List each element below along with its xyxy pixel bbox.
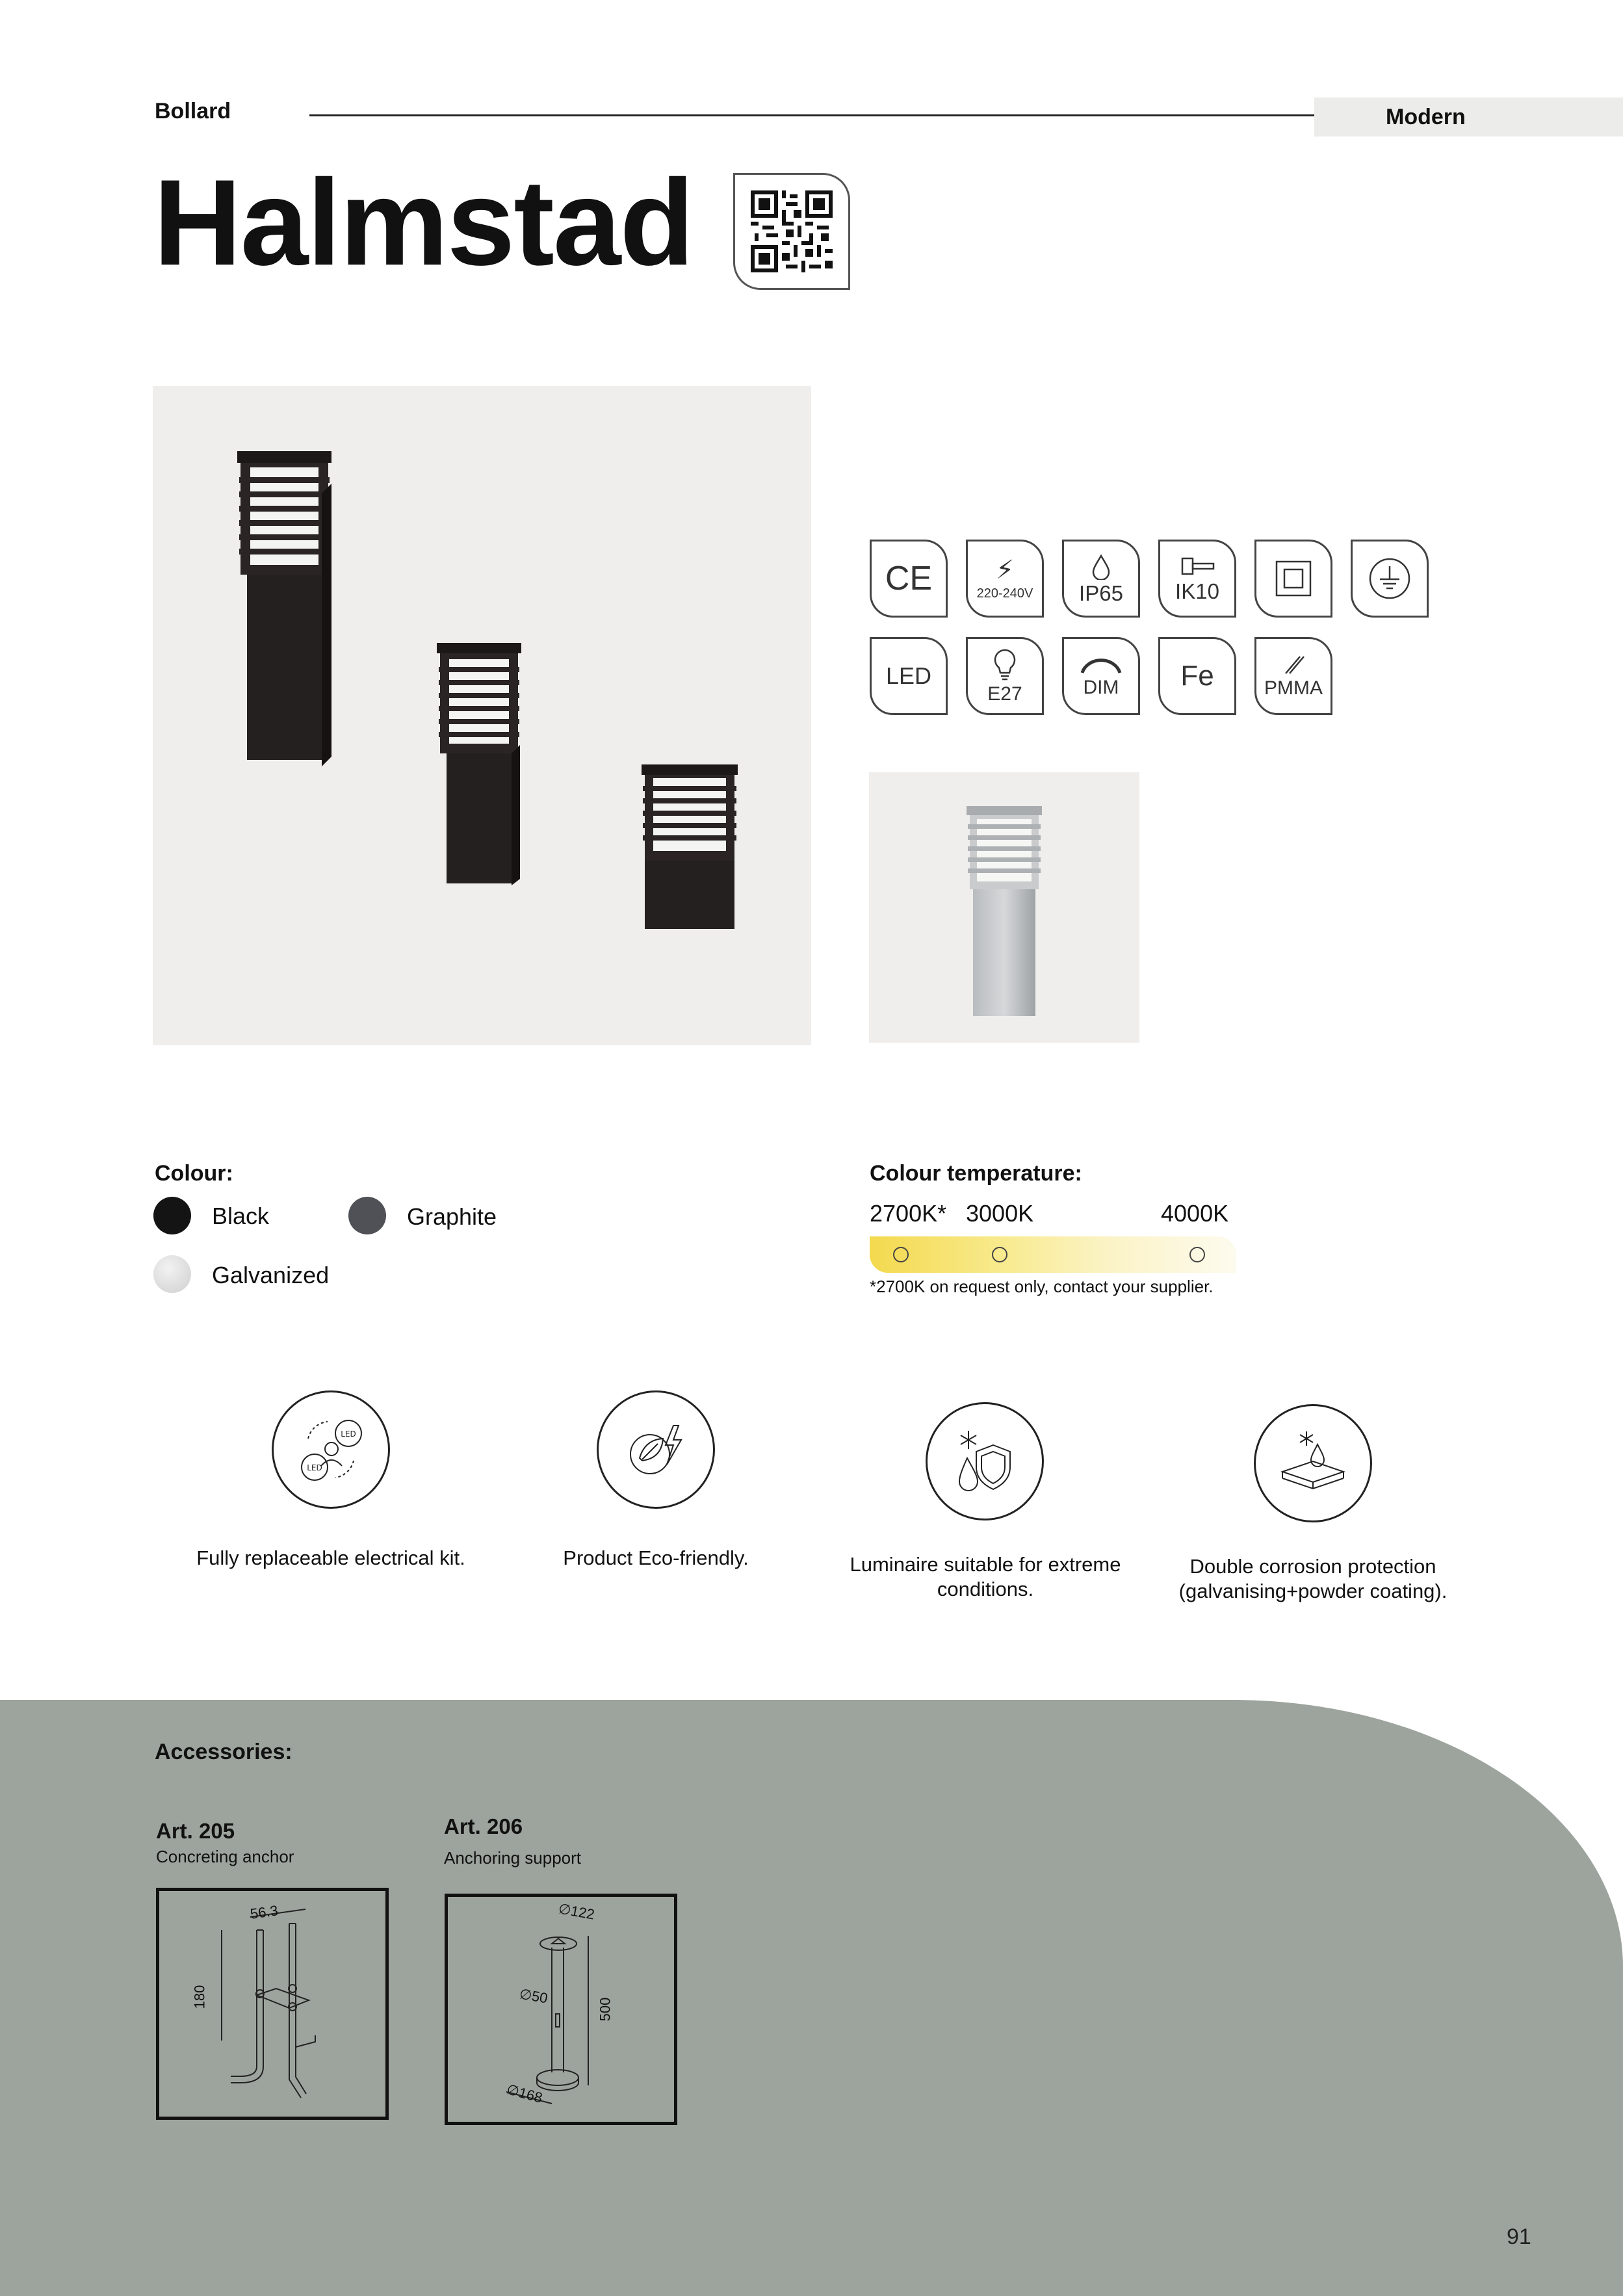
graphite-swatch[interactable] (348, 1197, 386, 1234)
lightning-icon: ⚡︎ (995, 556, 1015, 584)
ip-badge (1062, 540, 1140, 618)
temperature-note: *2700K on request only, contact your supplier. (870, 1277, 1214, 1296)
feature-electrical-kit-text: Fully replaceable electrical kit. (196, 1546, 465, 1569)
product-title: Halmstad (153, 154, 694, 291)
socket-text: E27 (987, 683, 1022, 705)
earth-badge (1351, 540, 1429, 618)
art-206-dim-tube: ∅50 (518, 1985, 549, 2007)
dimmer-arc-icon (1078, 655, 1124, 675)
page-number: 91 (1507, 2224, 1531, 2249)
accessories-title: Accessories: (155, 1740, 292, 1764)
temp-4000k-label: 4000K (1161, 1200, 1229, 1227)
black-label: Black (212, 1203, 270, 1229)
product-photo-galvanized (869, 772, 1139, 1043)
led-badge (870, 637, 948, 715)
socket-badge (966, 637, 1044, 715)
voltage-text: 220-240V (976, 586, 1033, 601)
art-206-dim-top: ∅122 (557, 1900, 596, 1923)
art-206-desc: Anchoring support (444, 1848, 582, 1868)
category-label: Bollard (155, 99, 231, 124)
ce-badge (870, 540, 948, 618)
art-206-title: Art. 206 (444, 1814, 523, 1838)
water-drop-icon (1090, 554, 1112, 580)
product-photo-black (153, 386, 811, 1045)
art-205-desc: Concreting anchor (156, 1847, 294, 1866)
style-tag (1314, 98, 1623, 137)
material-badge (1158, 637, 1236, 715)
material-text: Fe (1180, 660, 1214, 692)
earth-ground-icon (1367, 556, 1412, 601)
colour-title: Colour: (155, 1161, 233, 1186)
art-205-title: Art. 205 (156, 1819, 235, 1843)
led-text: LED (885, 662, 932, 689)
ce-mark-text: CE (885, 560, 933, 597)
ip-text: IP65 (1079, 581, 1123, 605)
diffuser-text: PMMA (1264, 677, 1323, 699)
art-206-dim-height: 500 (597, 1997, 614, 2022)
style-label: Modern (1386, 104, 1466, 129)
art-205-drawing[interactable] (156, 1888, 389, 2120)
extreme-conditions-icon (926, 1402, 1044, 1520)
voltage-badge (966, 540, 1044, 618)
feature-corrosion-text: Double corrosion protection (galvanising+powder coating). (1178, 1555, 1448, 1602)
temp-3000k-radio[interactable] (992, 1247, 1007, 1262)
art-205-dim-width: 56.3 (249, 1902, 279, 1922)
class-ii-badge (1254, 540, 1332, 618)
ik-badge (1158, 540, 1236, 618)
qr-code-icon (751, 190, 833, 272)
corrosion-protection-icon (1254, 1404, 1372, 1522)
double-square-icon (1274, 559, 1313, 598)
medium-bollard-illustration (437, 643, 521, 885)
dim-badge (1062, 637, 1140, 715)
art-205-dim-height: 180 (191, 1985, 208, 2009)
temp-4000k-radio[interactable] (1189, 1247, 1205, 1262)
electrical-kit-icon (272, 1390, 390, 1509)
diffuser-badge (1254, 637, 1332, 715)
bulb-icon (992, 648, 1018, 682)
art-206-dim-base: ∅168 (504, 2081, 545, 2106)
ik-text: IK10 (1175, 579, 1219, 603)
art-206-drawing[interactable] (445, 1894, 677, 2125)
eco-friendly-icon (597, 1390, 715, 1509)
temperature-scale (870, 1236, 1236, 1273)
temperature-title: Colour temperature: (870, 1161, 1082, 1186)
svg-text:LED: LED (341, 1429, 356, 1439)
svg-text:LED: LED (307, 1463, 322, 1472)
graphite-label: Graphite (407, 1203, 497, 1230)
small-bollard-illustration (642, 764, 738, 929)
hammer-icon (1178, 556, 1216, 578)
black-swatch[interactable] (153, 1197, 191, 1234)
qr-code[interactable] (733, 173, 850, 290)
temp-2700k-radio[interactable] (893, 1247, 909, 1262)
feature-eco-friendly-text: Product Eco-friendly. (563, 1546, 749, 1569)
galvanized-label: Galvanized (212, 1262, 330, 1288)
galvanized-swatch[interactable] (153, 1255, 191, 1293)
feature-extreme-conditions-text: Luminaire suitable for extreme conditions. (850, 1553, 1121, 1600)
temp-3000k-label: 3000K (966, 1200, 1034, 1227)
header-rule (309, 114, 1314, 116)
temp-2700k-label: 2700K* (870, 1200, 947, 1227)
tall-bollard-illustration (237, 451, 331, 766)
dim-text: DIM (1083, 677, 1119, 698)
diffuser-icon (1280, 654, 1306, 676)
